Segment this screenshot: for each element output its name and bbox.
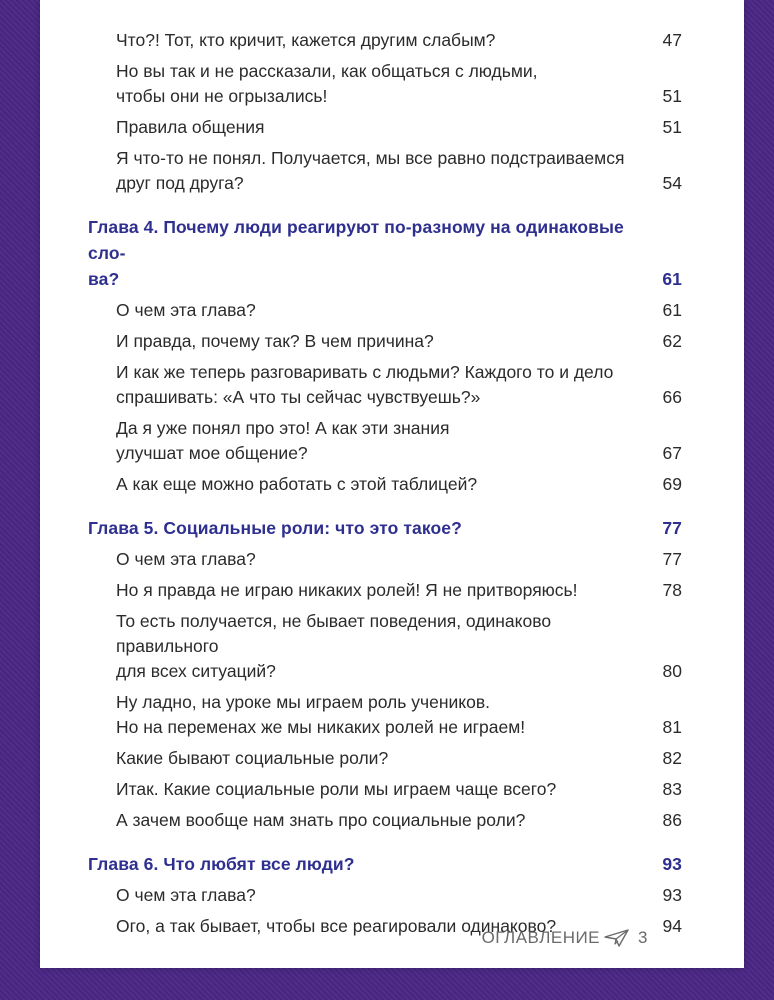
toc-entry[interactable] [88,329,682,354]
toc-entry[interactable] [88,416,682,466]
toc-entry-title: Что?! Тот, кто кричит, кажется другим слабым? [116,30,496,50]
toc-entry-page: 61 [662,300,682,320]
chapter-page: 77 [662,518,682,538]
toc-entry-title: О чем эта глава? [116,885,256,905]
toc-entry[interactable] [88,547,682,572]
toc-entry[interactable] [88,146,682,196]
chapter-title: Глава 6. Что любят все люди? [88,854,355,874]
page-footer [482,928,648,948]
toc-entry-title: И как же теперь разговаривать с людьми? Каждого то и дело спрашивать: «А что ты сейчас чувствуешь?» [116,362,614,407]
toc-entry[interactable] [88,28,682,53]
toc-entry-title: О чем эта глава? [116,549,256,569]
toc-entry-page: 47 [662,30,682,50]
toc-entry-page: 77 [662,549,682,569]
toc-entry[interactable] [88,360,682,410]
chapter-heading-5[interactable] [88,515,682,541]
toc-entry-title: Но вы так и не рассказали, как общаться с людьми, чтобы они не огрызались! [116,61,538,106]
toc-entry-title: А зачем вообще нам знать про социальные роли? [116,810,526,830]
chapter-title: Глава 4. Почему люди реагируют по-разному на одинаковые сло- ва? [88,217,624,289]
toc-entry-page: 51 [662,86,682,106]
toc-entry[interactable] [88,472,682,497]
toc-entry[interactable] [88,777,682,802]
toc-entry-title: Ну ладно, на уроке мы играем роль учеников. Но на переменах же мы никаких ролей не играем! [116,692,526,737]
toc-entry[interactable] [88,115,682,140]
chapter-heading-4[interactable] [88,214,682,292]
toc-entry-title: Я что-то не понял. Получается, мы все равно подстраиваемся друг под друга? [116,148,625,193]
toc-entry-page: 81 [662,717,682,737]
toc-entry-page: 82 [662,748,682,768]
footer-section-label: ОГЛАВЛЕНИЕ [481,928,601,947]
paper-plane-icon [604,928,630,948]
toc-entry-title: Но я правда не играю никаких ролей! Я не притворяюсь! [116,580,578,600]
toc-entry[interactable] [88,883,682,908]
toc-entry-page: 51 [662,117,682,137]
chapter-page: 61 [662,269,682,289]
toc-entry-title: Да я уже понял про это! А как эти знания улучшат мое общение? [116,418,450,463]
toc-entry-page: 86 [662,810,682,830]
toc-entry[interactable] [88,298,682,323]
page-number: 3 [638,928,648,947]
toc-entry-page: 66 [662,387,682,407]
toc-entry-title: То есть получается, не бывает поведения, одинаково правильного для всех ситуаций? [116,611,552,681]
toc-entry-title: О чем эта глава? [116,300,256,320]
toc-entry-page: 94 [662,916,682,936]
toc-entry[interactable] [88,609,682,684]
toc-entry-page: 93 [662,885,682,905]
chapter-heading-6[interactable] [88,851,682,877]
toc-entry[interactable] [88,690,682,740]
toc-entry-page: 54 [662,173,682,193]
chapter-title: Глава 5. Социальные роли: что это такое? [88,518,462,538]
toc-entry-page: 83 [662,779,682,799]
toc-entry-page: 67 [662,443,682,463]
toc-entry-title: А как еще можно работать с этой таблицей? [116,474,478,494]
toc-entry[interactable] [88,59,682,109]
toc-entry-page: 80 [662,661,682,681]
toc-entry-page: 69 [662,474,682,494]
book-page [40,0,744,968]
toc-entry-title: Итак. Какие социальные роли мы играем чаще всего? [116,779,557,799]
toc-entry[interactable] [88,808,682,833]
toc-entry-title: Ого, а так бывает, чтобы все реагировали одинаково? [116,916,557,936]
toc-entry-page: 78 [662,580,682,600]
chapter-page: 93 [662,854,682,874]
toc-entry[interactable] [88,578,682,603]
toc-entry-title: Какие бывают социальные роли? [116,748,389,768]
toc-entry-title: Правила общения [116,117,265,137]
table-of-contents [88,28,682,945]
toc-entry-title: И правда, почему так? В чем причина? [116,331,434,351]
toc-entry-page: 62 [662,331,682,351]
toc-entry[interactable] [88,746,682,771]
